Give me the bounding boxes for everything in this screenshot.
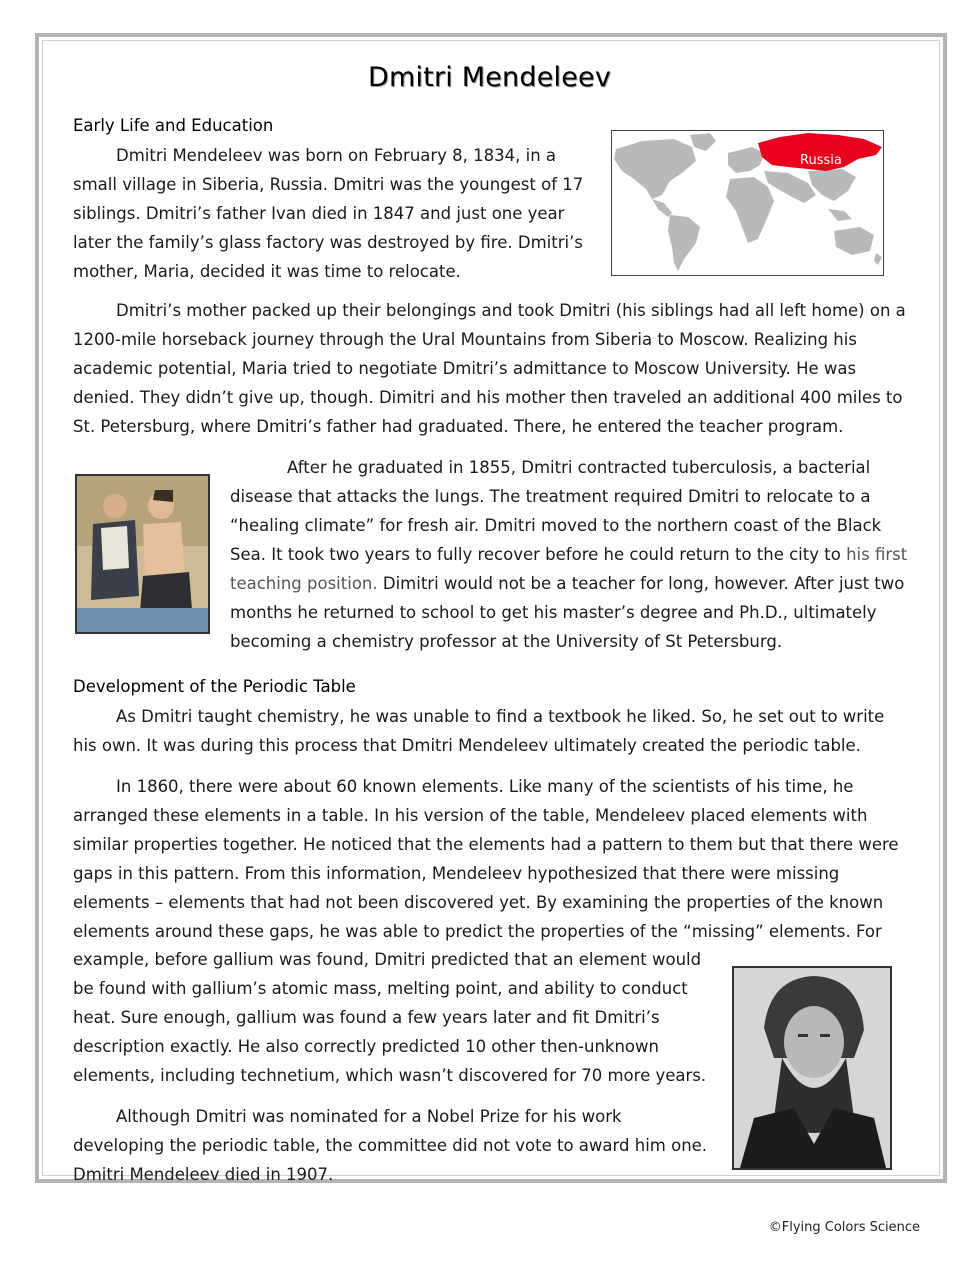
map-label-russia: Russia bbox=[800, 153, 842, 168]
paragraph-gallium: example, before gallium was found, Dmitri predicted that an element would be found with gallium’s atomic mass, melting point, and ability to conduct heat. Sure enough, gallium was found a few years later and fit Dmitri’s description exactly. He also correctly predicted 10 other then-unknown elements, including technetium, which wasn’t discovered for 70 more years. bbox=[73, 950, 707, 1085]
east-asia-shape bbox=[808, 169, 856, 201]
section-heading-early-life: Early Life and Education bbox=[73, 116, 274, 135]
paragraph-textbook: As Dmitri taught chemistry, he was unable to find a textbook he liked. So, he set out to write his own. It was during this process that Dmitri Mendeleev ultimately created the periodic table. bbox=[73, 707, 885, 755]
north-america-shape bbox=[614, 139, 696, 199]
europe-shape bbox=[728, 147, 764, 173]
paragraph-elements: In 1860, there were about 60 known elements. Like many of the scientists of his time, he arranged these elements in a table. In his version of the table, Mendeleev placed elements with similar properties together. He noticed that the elements had a pattern to them but that there were gaps in this pattern. From this information, Mendeleev hypothesized that there were missing elements – elements that had not been discovered yet. By examining the properties of the known elements around these gaps, he was able to predict the properties of the “missing” elements. For bbox=[73, 777, 899, 941]
central-america-shape bbox=[652, 199, 672, 217]
paragraph-birth: Dmitri Mendeleev was born on February 8, 1834, in a small village in Siberia, Russia. Dmitri was the youngest of 17 siblings. Dmitri’s father Ivan died in 1847 and just one year later the family’s glass factory was destroyed by fire. Dmitri’s mother, Maria, decided it was time to relocate. bbox=[73, 146, 584, 281]
paragraph-nobel: Although Dmitri was nominated for a Nobel Prize for his work developing the periodic table, the committee did not vote to award him one. Dmitri Mendeleev died in 1907. bbox=[73, 1107, 708, 1184]
world-map-image bbox=[611, 130, 884, 276]
tuberculosis-painting-image bbox=[75, 474, 210, 634]
copyright-footer: ©Flying Colors Science bbox=[768, 1220, 920, 1235]
section-heading-periodic-table: Development of the Periodic Table bbox=[73, 677, 356, 696]
painting-graphic bbox=[77, 476, 208, 632]
world-map-graphic bbox=[612, 131, 884, 276]
south-america-shape bbox=[668, 215, 700, 271]
paragraph-tuberculosis bbox=[230, 453, 910, 656]
mendeleev-portrait-image bbox=[732, 966, 892, 1170]
australia-shape bbox=[834, 227, 874, 255]
paragraph-journey: Dmitri’s mother packed up their belongings and took Dmitri (his siblings had all left home) on a 1200-mile horseback journey through the Ural Mountains from Siberia to Moscow. Realizing his academic potential, Maria tried to negotiate Dmitri’s admittance to Moscow University. He was denied. They didn’t give up, though. Dimitri and his mother then traveled an additional 400 miles to St. Petersburg, where Dmitri’s father had graduated. There, he entered the teacher program. bbox=[73, 301, 906, 436]
tuberculosis-text-start: After he graduated in 1855, Dmitri contracted tuberculosis, a bacterial disease that attacks the lungs. The treatment required Dmitri to relocate to a “healing climate” for fresh air. Dmitri moved to the northern coast of the Black Sea. It took two years to fully recover before he could return to the city to bbox=[230, 458, 882, 564]
new-zealand-shape bbox=[874, 253, 882, 265]
southeast-asia-shape bbox=[828, 209, 852, 221]
tuberculosis-text-highlight: his first teaching position. bbox=[230, 545, 908, 593]
page-title: Dmitri Mendeleev bbox=[367, 62, 612, 93]
portrait-graphic bbox=[734, 968, 890, 1168]
tuberculosis-text-end: Dimitri would not be a teacher for long, however. After just two months he returned to school to get his master’s degree and Ph.D., ultimately becoming a chemistry professor at the University of St Petersburg. bbox=[230, 574, 905, 651]
greenland-shape bbox=[690, 133, 716, 151]
africa-shape bbox=[726, 177, 774, 243]
